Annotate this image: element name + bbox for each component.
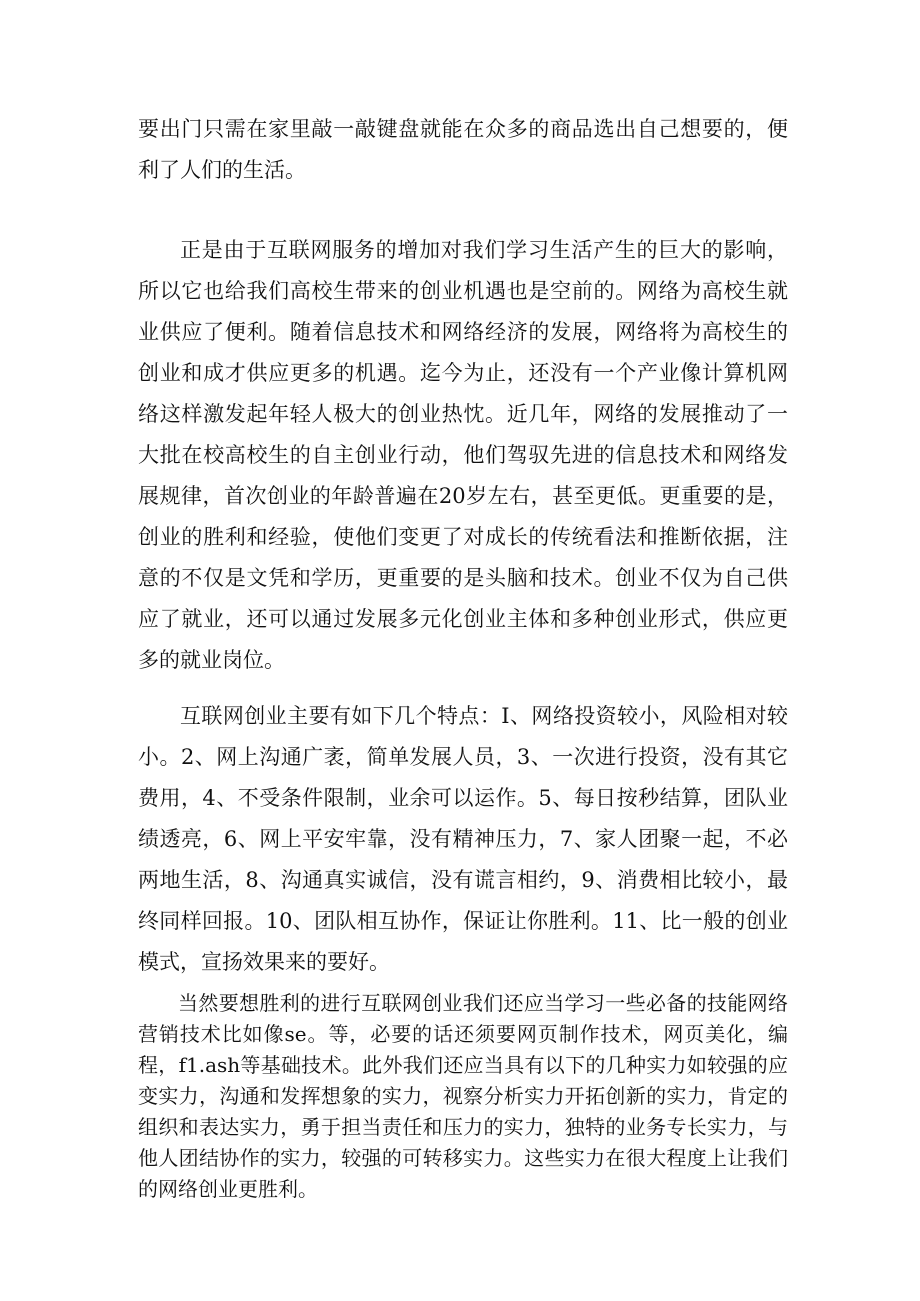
paragraph-required-skills: 当然要想胜利的进行互联网创业我们还应当学习一些必备的技能网络营销技术比如像se。等，必要的话还须要网页制作技术，网页美化，编程，f1.ash等基础技术。此外我们还应当具有以下的几种实力如较强的应变实力，沟通和发挥想象的实力，视察分析实力开拓创新的实力，肯定的组织和表达实力，勇于担当责任和压力的实力，独特的业务专长实力，与他人团结协作的实力，较强的可转移实力。这些实力在很大程度上让我们的网络创业更胜利。 — [138, 991, 788, 1201]
paragraph-continuation: 要出门只需在家里敲一敲键盘就能在众多的商品选出自己想要的，便利了人们的生活。 — [138, 117, 788, 182]
paragraph-features-list: 互联网创业主要有如下几个特点：I、网络投资较小，风险相对较小。2、网上沟通广袤，简单发展人员，3、一次进行投资，没有其它费用，4、不受条件限制，业余可以运作。5、每日按秒结算，团队业绩透亮，6、网上平安牢靠，没有精神压力，7、家人团聚一起，不必两地生活，8、沟通真实诚信，没有谎言相约，9、消费相比较小，最终同样回报。10、团队相互协作，保证让你胜利。11、比一般的创业模式，宣扬效果来的要好。 — [138, 704, 788, 974]
paragraph-internet-opportunity: 正是由于互联网服务的增加对我们学习生活产生的巨大的影响，所以它也给我们高校生带来的创业机遇也是空前的。网络为高校生就业供应了便利。随着信息技术和网络经济的发展，网络将为高校生的创业和成才供应更多的机遇。迄今为止，还没有一个产业像计算机网络这样激发起年轻人极大的创业热忱。近几年，网络的发展推动了一大批在校高校生的自主创业行动，他们驾驭先进的信息技术和网络发展规律，首次创业的年龄普遍在20岁左右，甚至更低。更重要的是，创业的胜利和经验，使他们变更了对成长的传统看法和推断依据，注意的不仅是文凭和学历，更重要的是头脑和技术。创业不仅为自己供应了就业，还可以通过发展多元化创业主体和多种创业形式，供应更多的就业岗位。 — [138, 238, 788, 672]
